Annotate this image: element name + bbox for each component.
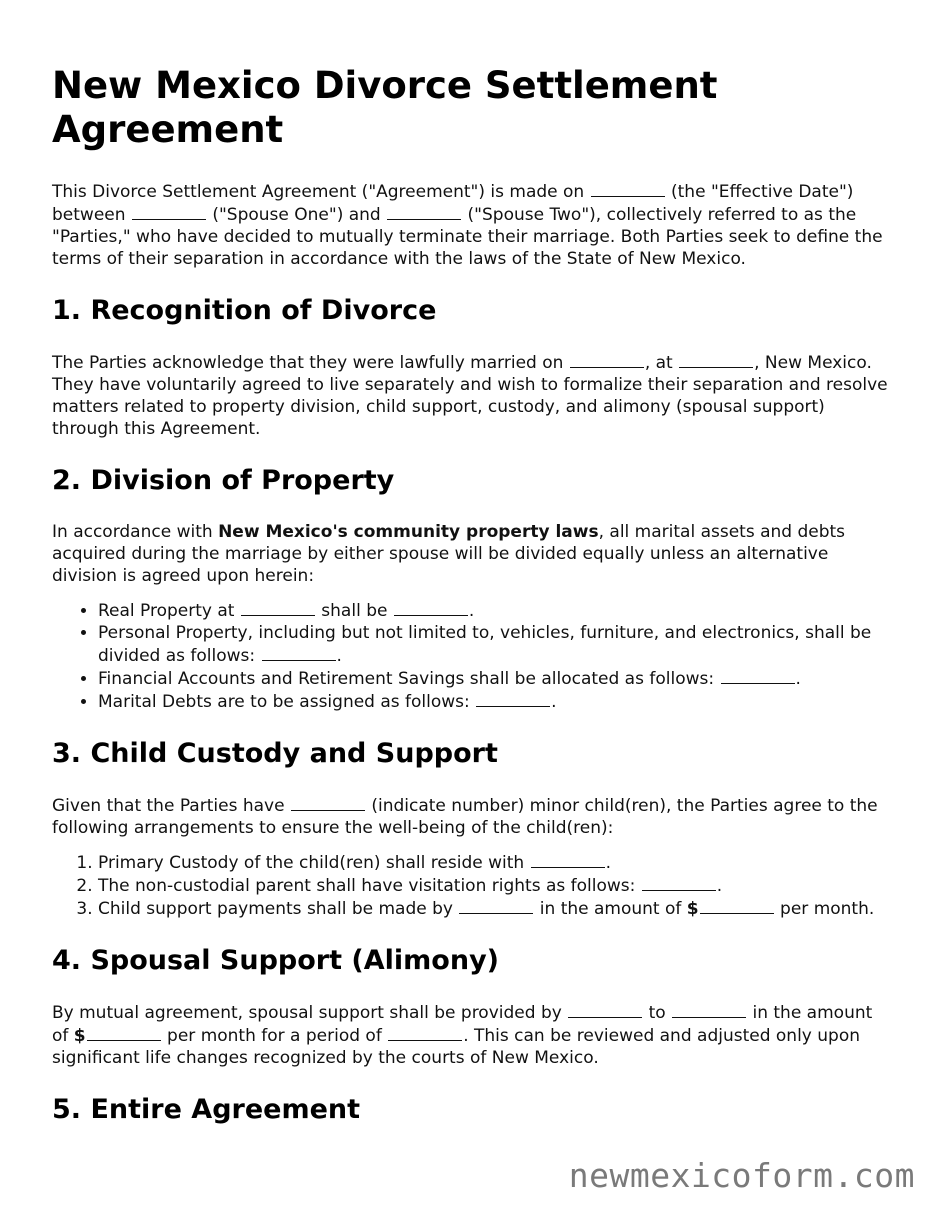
- list-item: [98, 599, 892, 622]
- spouse-one-blank[interactable]: [132, 203, 206, 220]
- recognition-text: , New Mexico. They have voluntarily agreed to live separately and wish to formalize their separation and resolve matters related to property division, child support, custody, and alimony (spousal support) through this Agreement.: [52, 353, 888, 439]
- primary-custody-blank[interactable]: [531, 851, 605, 868]
- custody-paragraph: [52, 794, 892, 839]
- child-support-payer-blank[interactable]: [459, 897, 533, 914]
- custody-list: [52, 851, 892, 920]
- list-item: [98, 897, 892, 920]
- dollar-sign: $: [73, 1026, 86, 1046]
- real-property-disposition-blank[interactable]: [394, 599, 468, 616]
- custody-text: Given that the Parties have: [52, 796, 290, 816]
- item-text: per month.: [774, 899, 875, 919]
- intro-text: (the "Effective Date") between: [52, 182, 854, 225]
- property-text: In accordance with: [52, 522, 219, 542]
- number-of-children-blank[interactable]: [291, 794, 365, 811]
- section-heading-entire-agreement: 5. Entire Agreement: [52, 1094, 361, 1125]
- alimony-text: . This can be reviewed and adjusted only upon significant life changes recognized by the courts of New Mexico.: [52, 1026, 861, 1068]
- intro-text: This Divorce Settlement Agreement ("Agreement") is made on: [52, 182, 590, 202]
- intro-text: ("Spouse Two"), collectively referred to as the "Parties," who have decided to mutually terminate their marriage. Both Parties seek to define the terms of their separation in accordance with the laws of the State of New Mexico.: [52, 205, 883, 269]
- watermark: newmexicoform.com: [568, 1156, 915, 1195]
- alimony-amount-blank[interactable]: [87, 1024, 161, 1041]
- property-text: , all marital assets and debts acquired during the marriage by either spouse will be divided equally unless an alternative division is agreed upon herein:: [52, 522, 846, 586]
- document-title: New Mexico Divorce Settlement Agreement: [52, 64, 718, 151]
- marital-debts-blank[interactable]: [476, 690, 550, 707]
- recognition-text: , at: [644, 353, 679, 373]
- custody-text: (indicate number) minor child(ren), the Parties agree to the following arrangements to ensure the well-being of the child(ren):: [52, 796, 878, 838]
- item-text: Financial Accounts and Retirement Savings shall be allocated as follows:: [98, 669, 720, 689]
- list-item: [98, 667, 892, 690]
- item-text: .: [551, 692, 557, 712]
- list-item: [98, 622, 892, 667]
- alimony-recipient-blank[interactable]: [672, 1001, 746, 1018]
- document-page: [52, 64, 892, 1150]
- alimony-payer-blank[interactable]: [568, 1001, 642, 1018]
- recognition-text: The Parties acknowledge that they were lawfully married on: [52, 353, 569, 373]
- item-text: Marital Debts are to be assigned as follows:: [98, 692, 476, 712]
- personal-property-blank[interactable]: [262, 644, 336, 661]
- property-paragraph: [52, 521, 892, 587]
- property-list: [52, 599, 892, 713]
- community-property-laws: New Mexico's community property laws: [218, 522, 599, 542]
- recognition-paragraph: [52, 351, 892, 440]
- item-text: .: [468, 601, 475, 621]
- intro-paragraph: [52, 180, 892, 270]
- alimony-period-blank[interactable]: [388, 1024, 462, 1041]
- financial-accounts-blank[interactable]: [721, 667, 795, 684]
- item-text: shall be: [315, 601, 393, 621]
- list-item: [98, 874, 892, 897]
- alimony-text: By mutual agreement, spousal support shall be provided by: [52, 1003, 568, 1023]
- marriage-date-blank[interactable]: [570, 351, 644, 368]
- intro-text: ("Spouse One") and: [206, 205, 387, 225]
- visitation-rights-blank[interactable]: [642, 874, 716, 891]
- section-heading-recognition: 1. Recognition of Divorce: [52, 295, 437, 326]
- child-support-amount-blank[interactable]: [700, 897, 774, 914]
- alimony-text: per month for a period of: [161, 1026, 388, 1046]
- section-heading-property: 2. Division of Property: [52, 465, 395, 496]
- item-text: .: [795, 669, 801, 689]
- item-text: The non-custodial parent shall have visitation rights as follows:: [98, 876, 641, 896]
- item-text: .: [605, 853, 611, 873]
- dollar-sign: $: [686, 899, 699, 919]
- section-heading-custody: 3. Child Custody and Support: [52, 738, 498, 769]
- alimony-paragraph: [52, 1001, 892, 1069]
- spouse-two-blank[interactable]: [387, 203, 461, 220]
- item-text: .: [336, 646, 342, 666]
- alimony-text: to: [643, 1003, 672, 1023]
- item-text: Primary Custody of the child(ren) shall reside with: [98, 853, 530, 873]
- marriage-place-blank[interactable]: [679, 351, 753, 368]
- list-item: [98, 690, 892, 713]
- item-text: .: [716, 876, 723, 896]
- real-property-location-blank[interactable]: [241, 599, 315, 616]
- item-text: in the amount of: [534, 899, 687, 919]
- section-heading-alimony: 4. Spousal Support (Alimony): [52, 945, 500, 976]
- effective-date-blank[interactable]: [591, 180, 665, 197]
- list-item: [98, 851, 892, 874]
- alimony-text: in the amount of: [52, 1003, 873, 1046]
- item-text: Child support payments shall be made by: [98, 899, 459, 919]
- item-text: Personal Property, including but not limited to, vehicles, furniture, and electronics, shall be divided as follows:: [98, 623, 872, 666]
- item-text: Real Property at: [98, 601, 240, 621]
